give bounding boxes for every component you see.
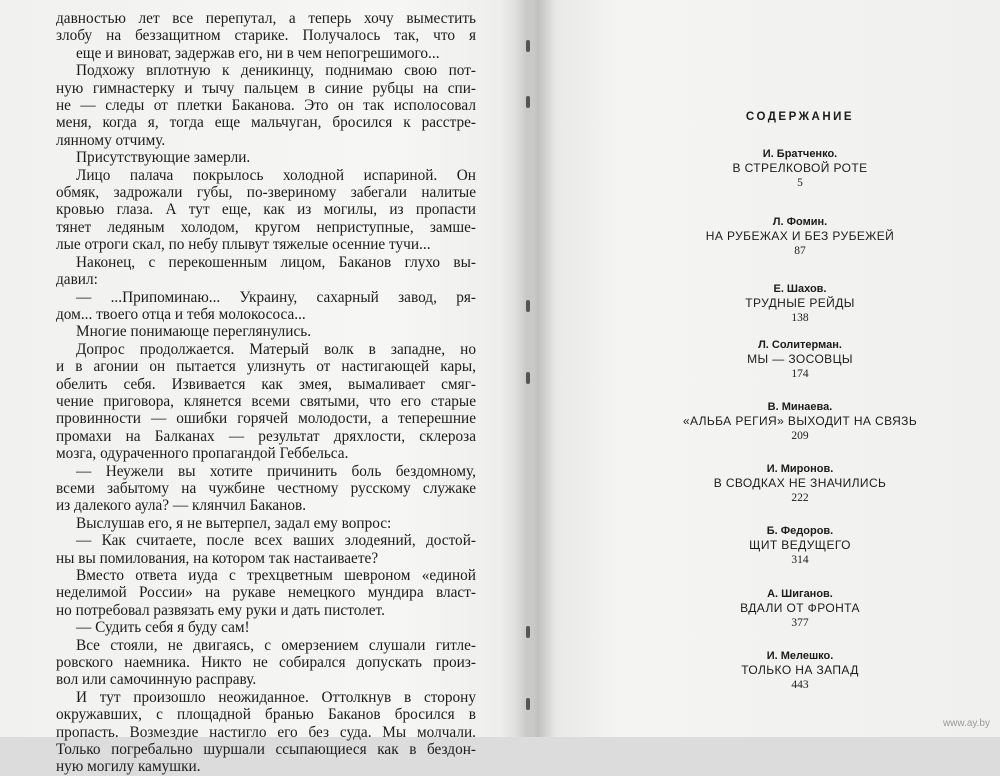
binding-stitch <box>526 698 530 710</box>
text-line: меня, когда я, тогда еще мальчуган, бросился к расстре- <box>56 114 476 132</box>
toc-work-title: МЫ — ЗОСОВЦЫ <box>747 352 853 366</box>
text-line: не — следы от плетки Баканова. Это он так исполосовал <box>56 97 476 115</box>
toc-page-number: 174 <box>791 368 809 380</box>
toc-author: Л. Фомин. <box>772 216 828 228</box>
text-line: вол или самочинную расправу. <box>56 671 257 689</box>
left-page-text <box>56 10 476 776</box>
toc-author: Е. Шахов. <box>773 283 827 295</box>
toc-page-number: 5 <box>797 177 803 189</box>
text-line: промахи на Балканах — результат дряхлости, склероза <box>56 427 476 445</box>
text-line: из далекого аула? — клянчил Баканов. <box>56 497 307 515</box>
text-line: ровского наемника. Никто не собирался допускать произ- <box>56 654 476 672</box>
binding-stitch <box>526 40 530 52</box>
toc-page-number: 314 <box>791 554 809 566</box>
toc-title: СОДЕРЖАНИЕ <box>745 111 855 123</box>
text-line: Присутствующие замерли. <box>76 149 251 167</box>
toc-author: И. Мелешко. <box>766 650 834 662</box>
text-line: ную гимнастерку и тычу пальцем в синие рубцы на спи- <box>56 79 476 97</box>
toc-work-title: ЩИТ ВЕДУЩЕГО <box>749 538 851 552</box>
toc-author: И. Братченко. <box>762 148 838 160</box>
text-line: ную могилу камушки. <box>56 758 201 776</box>
text-line: пропасть. Возмездие настигло его без суда. Мы молчали. <box>56 723 476 741</box>
toc-work-title: ВДАЛИ ОТ ФРОНТА <box>740 601 860 615</box>
toc-author: Л. Солитерман. <box>758 339 842 351</box>
text-line: дом... твоего отца и тебя молокососа... <box>56 305 306 323</box>
text-line: чение приговора, клянется всеми святыми, что его старые <box>56 392 476 410</box>
text-line: Подхожу вплотную к деникинцу, поднимаю свою пот- <box>76 62 476 80</box>
text-line: окружавших, с площадной бранью Баканов бросился в <box>56 706 476 724</box>
text-line: ны вы помилования, на котором так настаиваете? <box>56 549 379 567</box>
text-line: Вместо ответа иуда с трехцветным шевроном «единой <box>76 567 476 584</box>
table-of-contents <box>640 0 960 737</box>
toc-page-number: 443 <box>791 679 809 691</box>
toc-work-title: ТОЛЬКО НА ЗАПАД <box>741 663 859 677</box>
binding-stitch <box>526 96 530 108</box>
text-line: злобу на беззащитном старике. Получалось так, что я <box>56 27 476 45</box>
toc-page-number: 222 <box>791 492 809 504</box>
toc-author: В. Минаева. <box>767 401 833 413</box>
text-line: провинности — ошибки горячей молодости, а теперешние <box>56 410 476 428</box>
toc-entry <box>640 524 960 567</box>
text-line: Все стояли, не двигаясь, с омерзением слушали гитле- <box>76 636 476 654</box>
binding-stitch <box>526 372 530 384</box>
text-line: Лицо палача покрылось холодной испариной. Он <box>76 166 476 184</box>
toc-entry <box>640 147 960 190</box>
text-line: лые отроги скал, по небу плывут тяжелые осенние тучи... <box>56 236 431 254</box>
text-line: но потребовал развязать ему руки и дать пистолет. <box>56 601 385 619</box>
binding-stitch <box>526 300 530 312</box>
text-line: давностью лет все перепутал, а теперь хочу выместить <box>56 10 476 27</box>
toc-entry <box>640 587 960 630</box>
text-line: Допрос продолжается. Матерый волк в западне, но <box>76 340 476 358</box>
text-line: Наконец, с перекошенным лицом, Баканов глухо вы- <box>76 253 476 271</box>
toc-work-title: НА РУБЕЖАХ И БЕЗ РУБЕЖЕЙ <box>705 229 895 243</box>
text-line: мозга, одураченного пропагандой Геббельса. <box>56 445 349 463</box>
text-line: — ...Припоминаю... Украину, сахарный завод, ря- <box>76 288 476 306</box>
toc-entry <box>640 338 960 381</box>
text-line: лянному отчиму. <box>56 131 166 149</box>
toc-entry <box>640 282 960 325</box>
text-line: обмяк, задрожали губы, по-звериному забегали налитые <box>56 184 476 202</box>
binding-stitch <box>526 626 530 638</box>
toc-author: И. Миронов. <box>766 463 834 475</box>
text-line: — Судить себя я буду сам! <box>76 619 250 637</box>
toc-page-number: 87 <box>794 245 806 257</box>
text-line: всеми забытому на чужбине честному русскому служаке <box>56 479 476 497</box>
toc-entry <box>640 400 960 443</box>
text-line: — Неужели вы хотите причинить боль бездомному, <box>76 462 476 480</box>
book-gutter <box>516 0 556 737</box>
text-line: Выслушав его, я не вытерпел, задал ему вопрос: <box>76 514 392 532</box>
text-line: Многие понимающе переглянулись. <box>76 323 312 341</box>
text-line: тянет ледяным холодом, кругом неприступные, замше- <box>56 218 476 236</box>
toc-entry <box>640 462 960 505</box>
text-line: кровью глаза. А тут еще, как из могилы, из пропасти <box>56 201 476 219</box>
toc-page-number: 377 <box>791 617 809 629</box>
text-line: неделимой России» на рукаве немецкого мундира власт- <box>56 584 476 602</box>
toc-page-number: 209 <box>791 430 809 442</box>
text-line: Только погребально шуршали ссыпающиеся как в бездон- <box>56 741 476 759</box>
text-line: обелить себя. Извивается как змея, вымаливает смяг- <box>56 375 476 393</box>
text-line: — Как считаете, после всех ваших злодеяний, достой- <box>76 532 476 550</box>
toc-entry <box>640 649 960 692</box>
text-line: еще и виноват, задержав его, ни в чем непогрешимого... <box>76 44 440 62</box>
toc-author: А. Шиганов. <box>767 588 833 600</box>
text-line: И тут произошло неожиданное. Оттолкнув в сторону <box>76 688 476 706</box>
toc-work-title: ТРУДНЫЕ РЕЙДЫ <box>745 296 855 310</box>
toc-work-title: В СВОДКАХ НЕ ЗНАЧИЛИСЬ <box>713 476 887 490</box>
watermark: www.ay.by <box>942 718 990 729</box>
toc-author: Б. Федоров. <box>766 525 834 537</box>
text-line: и в агонии он пытается улизнуть от настигающей кары, <box>56 358 476 376</box>
toc-page-number: 138 <box>791 312 809 324</box>
toc-work-title: «АЛЬБА РЕГИЯ» ВЫХОДИТ НА СВЯЗЬ <box>682 414 918 428</box>
text-line: давил: <box>56 271 98 289</box>
toc-entry <box>640 215 960 258</box>
toc-work-title: В СТРЕЛКОВОЙ РОТЕ <box>732 161 868 175</box>
